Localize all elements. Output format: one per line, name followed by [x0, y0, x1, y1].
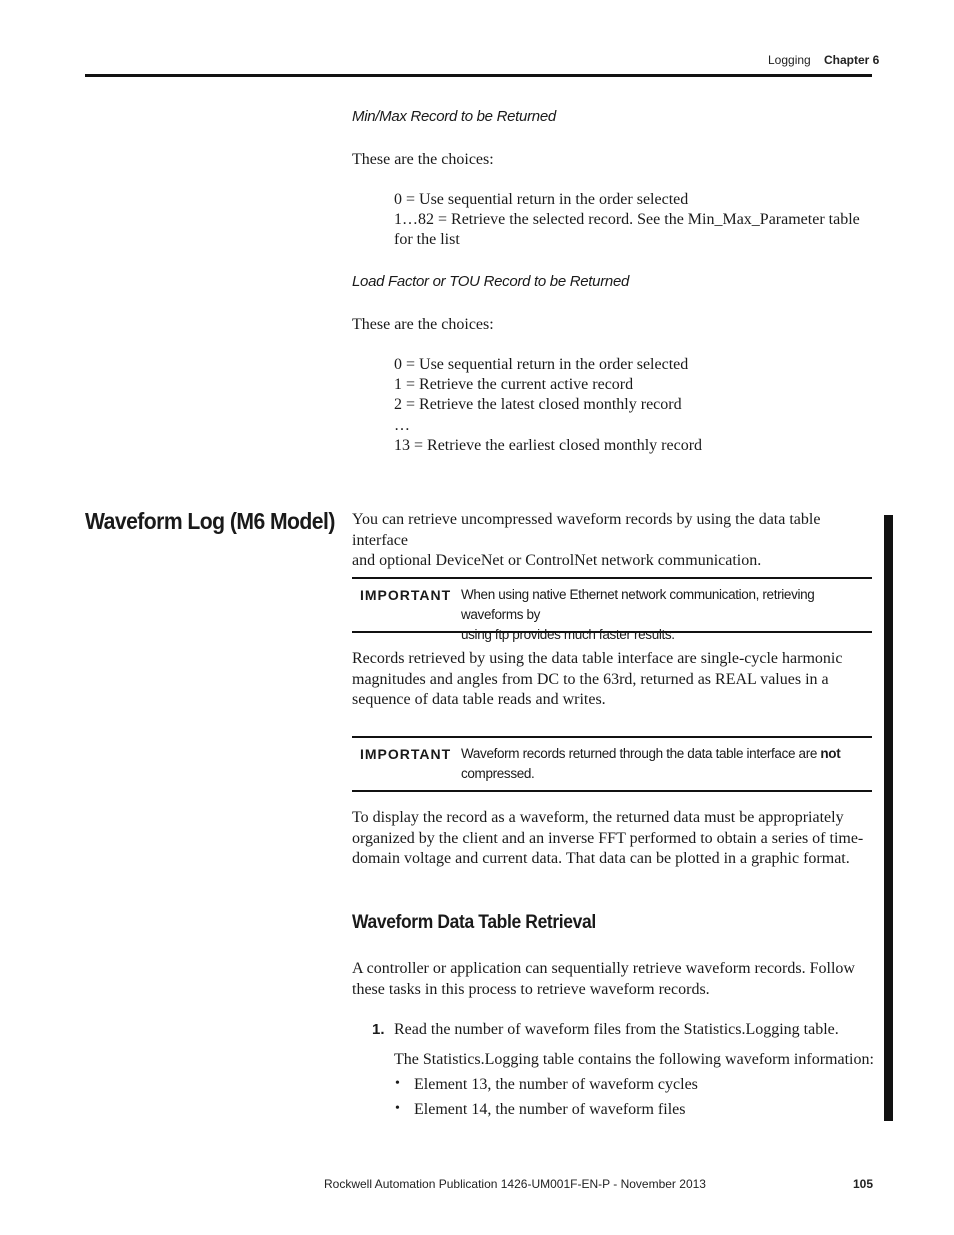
important-text-part: Waveform records returned through the data table interface are [461, 746, 821, 761]
running-header-section: Logging [768, 53, 811, 67]
loadfactor-choice: 2 = Retrieve the latest closed monthly record [394, 396, 682, 414]
waveform-records-paragraph [352, 649, 877, 711]
page-number: 105 [853, 1177, 874, 1191]
waveform-intro [352, 510, 877, 572]
paragraph-line: A controller or application can sequentially retrieve waveform records. Follow [352, 960, 855, 977]
loadfactor-heading: Load Factor or TOU Record to be Returned [352, 273, 630, 290]
waveform-intro-line: You can retrieve uncompressed waveform records by using the data table interface [352, 511, 821, 549]
minmax-choices [394, 190, 860, 251]
bullet-icon: • [395, 1101, 400, 1116]
retrieval-intro [352, 959, 877, 1000]
paragraph-line: these tasks in this process to retrieve waveform records. [352, 980, 710, 998]
minmax-heading: Min/Max Record to be Returned [352, 108, 556, 125]
waveform-display-paragraph [352, 808, 877, 870]
paragraph-line: To display the record as a waveform, the returned data must be appropriately [352, 809, 844, 826]
loadfactor-choice: 0 = Use sequential return in the order selected [394, 356, 689, 373]
loadfactor-intro: These are the choices: [352, 316, 494, 333]
running-header-chapter: Chapter 6 [824, 53, 880, 67]
paragraph-line: Records retrieved by using the data table interface are single-cycle harmonic [352, 650, 843, 667]
important-note-compressed [352, 736, 872, 792]
loadfactor-choice: … [394, 416, 410, 434]
minmax-choice: 0 = Use sequential return in the order selected [394, 191, 689, 208]
loadfactor-choices [394, 355, 702, 456]
paragraph-line: organized by the client and an inverse FFT performed to obtain a series of time- [352, 829, 864, 847]
loadfactor-choice: 13 = Retrieve the earliest closed monthly record [394, 436, 703, 454]
bullet-icon: • [395, 1076, 400, 1091]
important-text [461, 744, 873, 784]
bullet-item: Element 13, the number of waveform cycles [414, 1076, 698, 1093]
paragraph-line: domain voltage and current data. That data can be plotted in a graphic format. [352, 850, 850, 867]
loadfactor-choice: 1 = Retrieve the current active record [394, 376, 634, 394]
change-bar [884, 515, 893, 1121]
step-text: Read the number of waveform files from the Statistics.Logging table. [394, 1021, 839, 1038]
bullet-item: Element 14, the number of waveform files [414, 1101, 686, 1118]
important-text-emphasis: not [820, 746, 841, 761]
important-text-line: compressed. [461, 766, 535, 781]
paragraph-line: magnitudes and angles from DC to the 63rd, returned as REAL values in a [352, 670, 829, 688]
important-label: IMPORTANT [360, 587, 452, 603]
waveform-log-heading: Waveform Log (M6 Model) [85, 508, 335, 534]
important-text-line: When using native Ethernet network communication, retrieving waveforms by [461, 587, 815, 622]
minmax-choice: for the list [394, 231, 460, 249]
minmax-choice: 1…82 = Retrieve the selected record. See the Min_Max_Parameter table [394, 211, 860, 229]
header-rule [85, 74, 872, 77]
important-label: IMPORTANT [360, 746, 452, 762]
minmax-intro: These are the choices: [352, 151, 494, 168]
retrieval-heading: Waveform Data Table Retrieval [352, 912, 596, 933]
important-text [461, 585, 873, 645]
step-detail: The Statistics.Logging table contains the following waveform information: [394, 1051, 874, 1068]
paragraph-line: sequence of data table reads and writes. [352, 691, 606, 708]
footer-publication: Rockwell Automation Publication 1426-UM001F-EN-P - November 2013 [324, 1177, 706, 1191]
important-text-line: using ftp provides much faster results. [461, 627, 675, 642]
waveform-intro-line: and optional DeviceNet or ControlNet network communication. [352, 552, 762, 569]
step-number: 1. [372, 1021, 385, 1038]
important-note-ethernet [352, 577, 872, 642]
